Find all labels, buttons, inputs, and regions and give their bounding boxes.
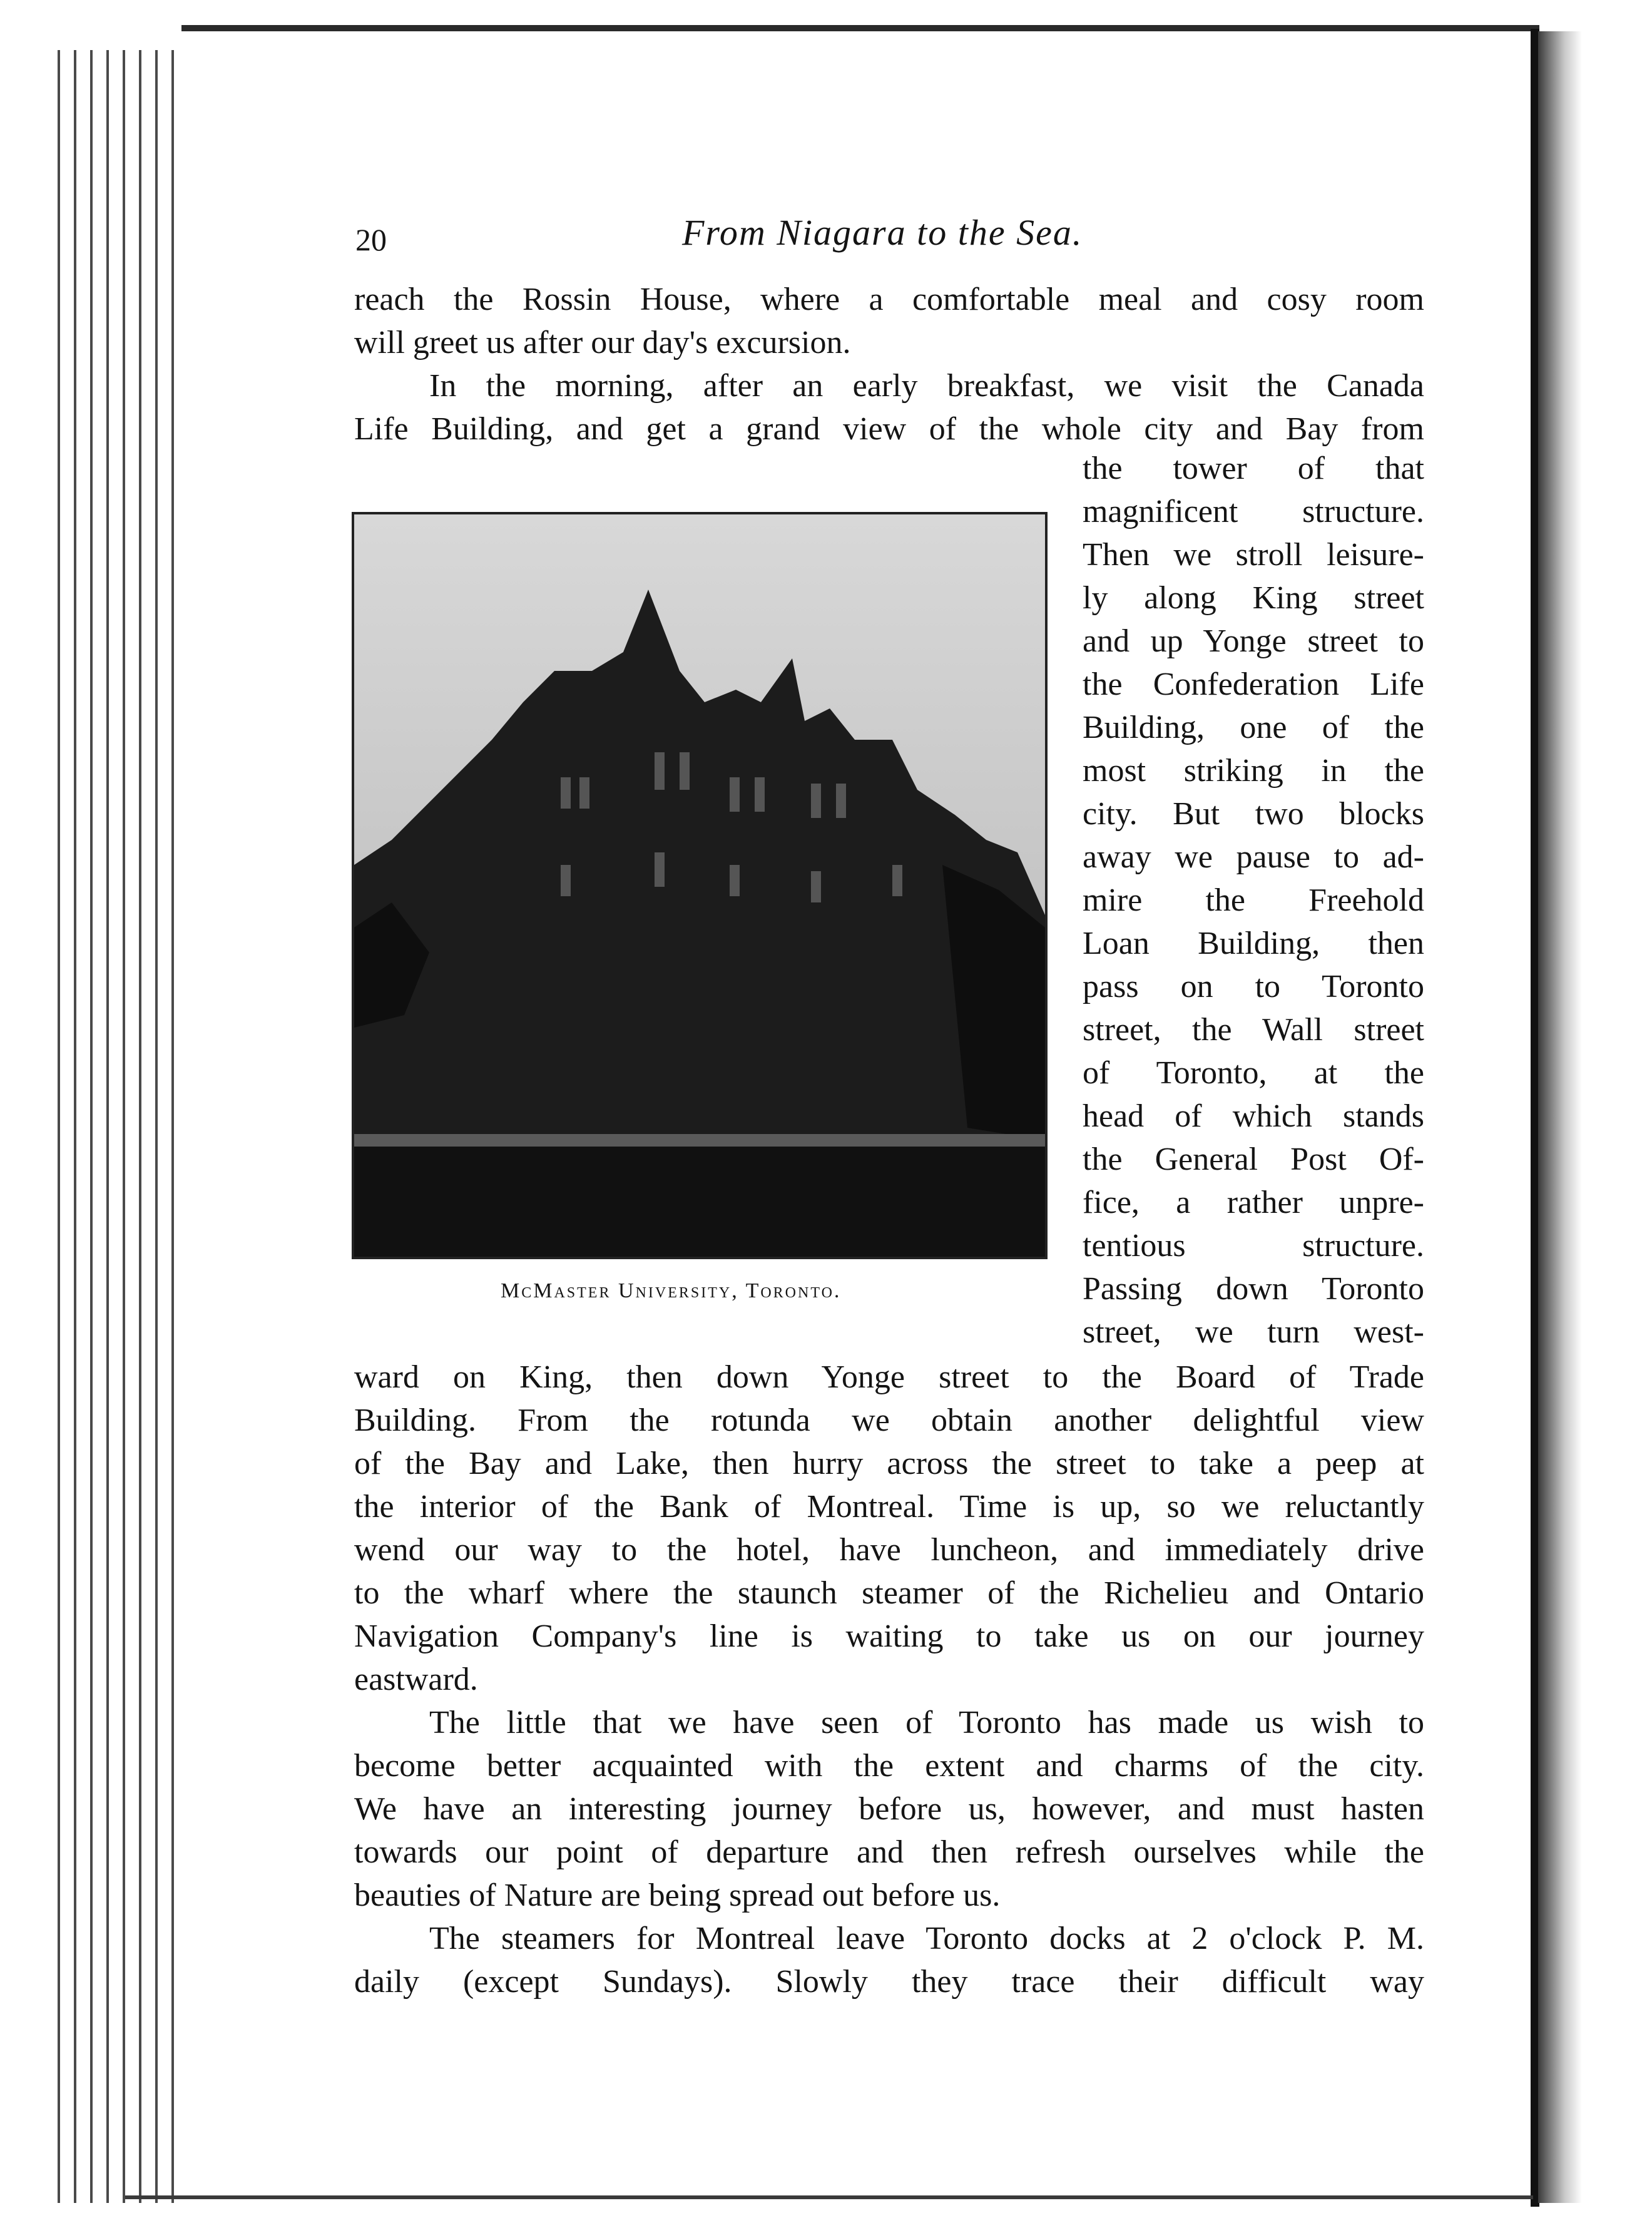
text-line: beauties of Nature are being spread out before us.	[354, 1878, 1001, 1913]
text-line: street, we turn west-	[1083, 1314, 1424, 1350]
text-line: away we pause to ad-	[1083, 839, 1424, 875]
running-title: From Niagara to the Sea.	[682, 212, 1083, 253]
text-line: pass on to Toronto	[1083, 969, 1424, 1004]
text-line: fice, a rather unpre-	[1083, 1185, 1424, 1220]
building-photograph	[352, 512, 1048, 1259]
text-line: mire the Freehold	[1083, 882, 1424, 918]
text-line: eastward.	[354, 1662, 478, 1697]
text-line: Life Building, and get a grand view of the whole city and Bay from	[354, 411, 1424, 447]
text-block-bottom	[354, 1356, 1424, 2003]
text-line: the General Post Of-	[1083, 1142, 1424, 1177]
text-line: Building, one of the	[1083, 710, 1424, 745]
page-number: 20	[355, 222, 387, 257]
text-line: towards our point of departure and then refresh ourselves while the	[354, 1834, 1424, 1870]
text-line: daily (except Sundays). Slowly they trace their difficult way	[354, 1964, 1424, 2000]
text-line: become better acquainted with the extent and charms of the city.	[354, 1748, 1424, 1784]
text-line: ward on King, then down Yonge street to the Board of Trade	[354, 1359, 1424, 1395]
text-line: of Toronto, at the	[1083, 1055, 1424, 1091]
book-spine-shadow	[1538, 31, 1582, 2203]
figure-caption: McMaster University, Toronto.	[501, 1279, 842, 1302]
text-line: Passing down Toronto	[1083, 1271, 1424, 1307]
text-line: Navigation Company's line is waiting to take us on our journey	[354, 1618, 1424, 1654]
text-line: of the Bay and Lake, then hurry across the street to take a peep at	[354, 1446, 1424, 1481]
text-block-top	[354, 278, 1424, 451]
text-line: wend our way to the hotel, have luncheon, and immediately drive	[354, 1532, 1424, 1568]
text-line: The steamers for Montreal leave Toronto docks at 2 o'clock P. M.	[429, 1921, 1424, 1956]
text-line: the Confederation Life	[1083, 667, 1424, 702]
text-line: street, the Wall street	[1083, 1012, 1424, 1048]
text-line: We have an interesting journey before us, however, and must hasten	[354, 1791, 1424, 1827]
text-line: will greet us after our day's excursion.	[354, 325, 851, 360]
stacked-page-edges	[58, 50, 176, 2203]
text-line: magnificent structure.	[1083, 494, 1424, 529]
text-line: the tower of that	[1083, 451, 1424, 486]
text-line: reach the Rossin House, where a comfortable meal and cosy room	[354, 282, 1424, 317]
text-line: Building. From the rotunda we obtain another delightful view	[354, 1403, 1424, 1438]
text-block-wrap	[1083, 447, 1424, 1354]
text-line: city. But two blocks	[1083, 796, 1424, 832]
text-line: Then we stroll leisure-	[1083, 537, 1424, 573]
text-line: ly along King street	[1083, 580, 1424, 616]
text-line: In the morning, after an early breakfast, we visit the Canada	[429, 368, 1424, 404]
text-line: and up Yonge street to	[1083, 623, 1424, 659]
text-line: head of which stands	[1083, 1098, 1424, 1134]
text-line: tentious structure.	[1083, 1228, 1424, 1264]
text-line: The little that we have seen of Toronto has made us wish to	[429, 1705, 1424, 1740]
photograph-university-building-icon	[354, 514, 1045, 1257]
page-bottom-shadow	[125, 2195, 1533, 2199]
text-line: Loan Building, then	[1083, 926, 1424, 961]
page-top-shadow	[181, 25, 1539, 31]
text-line: the interior of the Bank of Montreal. Time is up, so we reluctantly	[354, 1489, 1424, 1525]
text-line: to the wharf where the staunch steamer of the Richelieu and Ontario	[354, 1575, 1424, 1611]
text-line: most striking in the	[1083, 753, 1424, 789]
